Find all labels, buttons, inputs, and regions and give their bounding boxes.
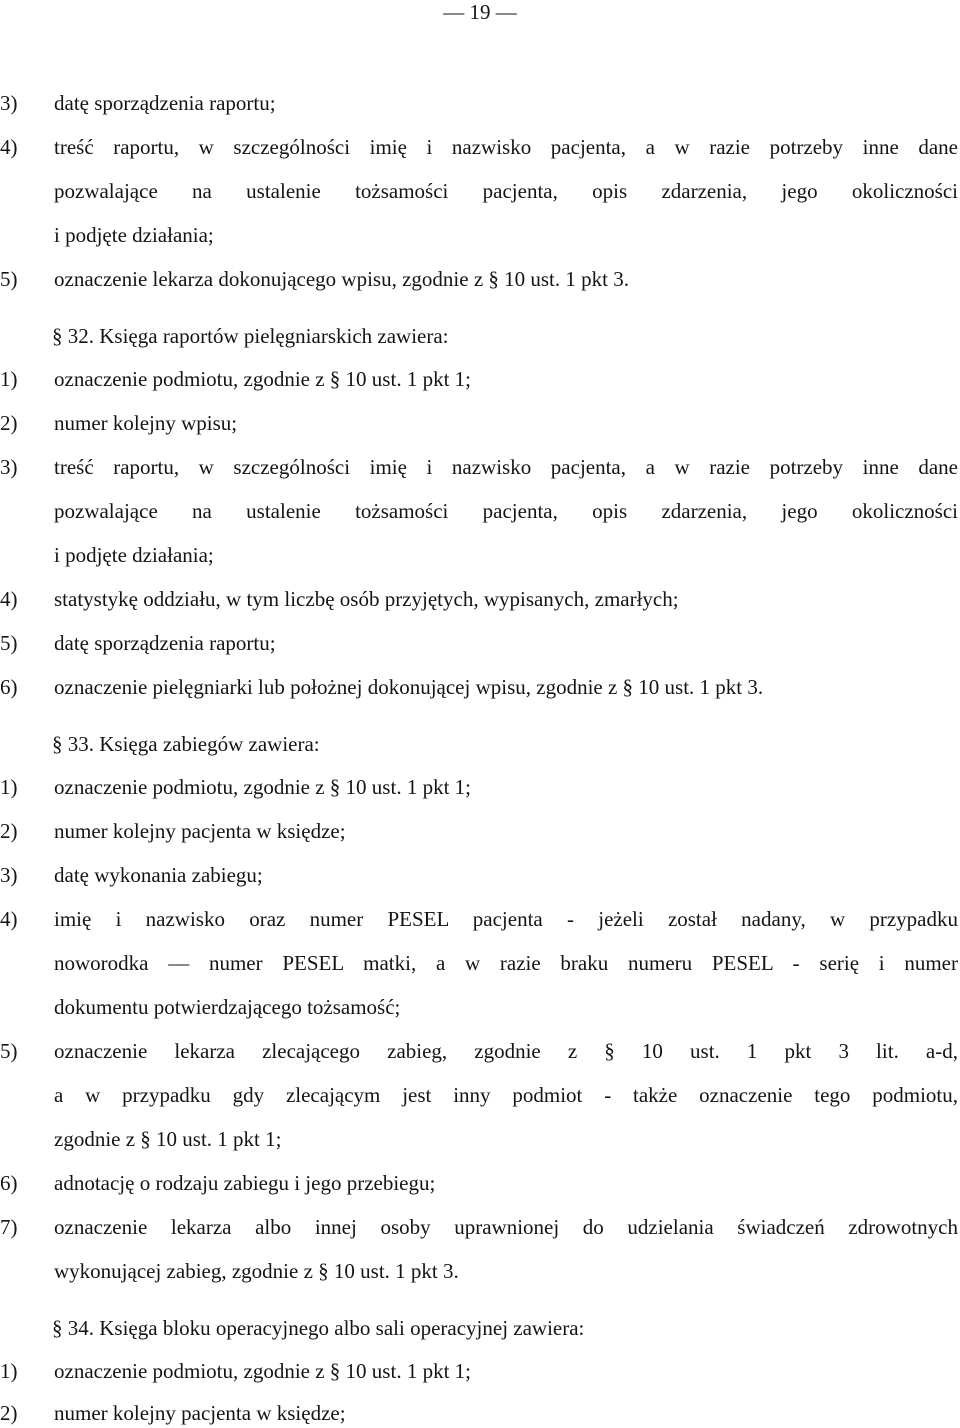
item-text: dokumentu potwierdzającego tożsamość; — [54, 995, 401, 1019]
item-number: 7) — [0, 1215, 18, 1239]
item-text: numer kolejny wpisu; — [54, 411, 238, 435]
item-number: 4) — [0, 907, 18, 931]
item-number: 2) — [0, 1401, 18, 1425]
list-item — [0, 860, 960, 890]
list-item — [0, 132, 960, 162]
item-text: numer kolejny pacjenta w księdze; — [54, 1401, 346, 1425]
item-text: oznaczenie podmiotu, zgodnie z § 10 ust. 1 pkt 1; — [54, 1359, 471, 1383]
item-number: 5) — [0, 631, 18, 655]
list-item — [0, 1036, 960, 1066]
paragraph-heading: § 32. Księga raportów pielęgniarskich zawiera: — [52, 324, 449, 348]
list-item-continuation — [0, 1080, 960, 1110]
item-text: pozwalające na ustalenie tożsamości pacjenta, opis zdarzenia, jego okoliczności — [54, 179, 958, 203]
list-item-continuation — [0, 948, 960, 978]
paragraph-heading: § 33. Księga zabiegów zawiera: — [52, 732, 320, 756]
page-number: — 19 — — [443, 0, 517, 24]
list-item — [0, 904, 960, 934]
list-item — [0, 1356, 960, 1386]
item-text: a w przypadku gdy zlecającym jest inny podmiot - także oznaczenie tego podmiotu, — [54, 1083, 958, 1107]
list-item-continuation — [0, 496, 960, 526]
paragraph-heading: § 34. Księga bloku operacyjnego albo sali operacyjnej zawiera: — [52, 1316, 585, 1340]
list-item — [0, 1398, 960, 1428]
item-text: datę wykonania zabiegu; — [54, 863, 263, 887]
item-number: 2) — [0, 819, 18, 843]
item-number: 3) — [0, 863, 18, 887]
item-number: 4) — [0, 135, 18, 159]
item-text: wykonującej zabieg, zgodnie z § 10 ust. 1 pkt 3. — [54, 1259, 459, 1283]
list-item — [0, 452, 960, 482]
item-text: treść raportu, w szczególności imię i nazwisko pacjenta, a w razie potrzeby inne dane — [54, 455, 958, 479]
item-text: imię i nazwisko oraz numer PESEL pacjenta - jeżeli został nadany, w przypadku — [54, 907, 958, 931]
list-item — [0, 88, 960, 118]
item-number: 1) — [0, 367, 18, 391]
list-item-continuation — [0, 540, 960, 570]
list-item — [0, 264, 960, 294]
item-number: 5) — [0, 1039, 18, 1063]
list-item — [0, 364, 960, 394]
list-item-continuation — [0, 1256, 960, 1286]
item-text: numer kolejny pacjenta w księdze; — [54, 819, 346, 843]
section-heading — [0, 321, 960, 351]
item-text: oznaczenie lekarza zlecającego zabieg, zgodnie z § 10 ust. 1 pkt 3 lit. a-d, — [54, 1039, 958, 1063]
item-text: noworodka — numer PESEL matki, a w razie braku numeru PESEL - serię i numer — [54, 951, 958, 975]
list-item-continuation — [0, 176, 960, 206]
item-text: oznaczenie lekarza dokonującego wpisu, zgodnie z § 10 ust. 1 pkt 3. — [54, 267, 629, 291]
item-text: datę sporządzenia raportu; — [54, 631, 276, 655]
item-text: oznaczenie pielęgniarki lub położnej dokonującej wpisu, zgodnie z § 10 ust. 1 pkt 3. — [54, 675, 764, 699]
section-heading — [0, 1313, 960, 1343]
list-item — [0, 628, 960, 658]
list-item-continuation — [0, 992, 960, 1022]
list-item — [0, 816, 960, 846]
list-item — [0, 672, 960, 702]
item-text: pozwalające na ustalenie tożsamości pacjenta, opis zdarzenia, jego okoliczności — [54, 499, 958, 523]
item-text: oznaczenie lekarza albo innej osoby uprawnionej do udzielania świadczeń zdrowotnych — [54, 1215, 958, 1239]
item-number: 3) — [0, 91, 18, 115]
list-item — [0, 1168, 960, 1198]
item-text: i podjęte działania; — [54, 543, 214, 567]
list-item-continuation — [0, 220, 960, 250]
item-number: 1) — [0, 775, 18, 799]
list-item — [0, 584, 960, 614]
item-text: oznaczenie podmiotu, zgodnie z § 10 ust. 1 pkt 1; — [54, 367, 471, 391]
item-text: datę sporządzenia raportu; — [54, 91, 276, 115]
item-text: i podjęte działania; — [54, 223, 214, 247]
item-number: 5) — [0, 267, 18, 291]
section-heading — [0, 729, 960, 759]
item-number: 3) — [0, 455, 18, 479]
item-text: adnotację o rodzaju zabiegu i jego przebiegu; — [54, 1171, 436, 1195]
item-number: 6) — [0, 675, 18, 699]
item-number: 6) — [0, 1171, 18, 1195]
item-text: statystykę oddziału, w tym liczbę osób przyjętych, wypisanych, zmarłych; — [54, 587, 679, 611]
list-item — [0, 1212, 960, 1242]
item-text: treść raportu, w szczególności imię i nazwisko pacjenta, a w razie potrzeby inne dane — [54, 135, 958, 159]
list-item — [0, 772, 960, 802]
item-number: 2) — [0, 411, 18, 435]
list-item-continuation — [0, 1124, 960, 1154]
item-number: 4) — [0, 587, 18, 611]
item-number: 1) — [0, 1359, 18, 1383]
item-text: oznaczenie podmiotu, zgodnie z § 10 ust. 1 pkt 1; — [54, 775, 471, 799]
item-text: zgodnie z § 10 ust. 1 pkt 1; — [54, 1127, 282, 1151]
list-item — [0, 408, 960, 438]
